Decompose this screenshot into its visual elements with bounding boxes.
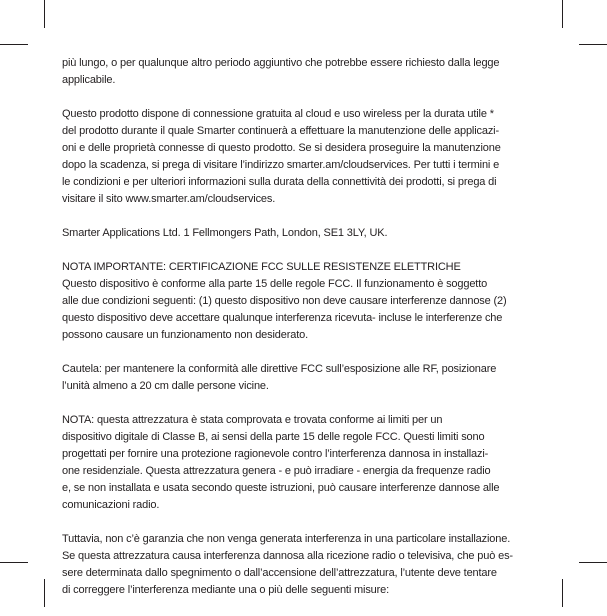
- text-line: one residenziale. Questa attrezzatura genera - e può irradiare - energia da frequenze radio: [62, 465, 491, 477]
- text-line: Questo dispositivo è conforme alla parte 15 delle regole FCC. Il funzionamento è soggetto: [62, 278, 488, 290]
- text-line: del prodotto durante il quale Smarter continuerà a effettuare la manutenzione delle applicazi-: [62, 125, 499, 137]
- text-line: possono causare un funzionamento non desiderato.: [62, 329, 308, 341]
- crop-mark-bottom-left-vertical: [44, 579, 45, 607]
- text-line: questo dispositivo deve accettare qualunque interferenza ricevuta- incluse le interferenze che: [62, 312, 503, 324]
- text-line: più lungo, o per qualunque altro periodo aggiuntivo che potrebbe essere richiesto dalla legge: [62, 57, 500, 69]
- text-line: sere determinata dallo spegnimento o dall’accensione dell’attrezzatura, l’utente deve tentare: [62, 567, 497, 579]
- crop-mark-top-left-horizontal: [0, 44, 28, 45]
- crop-mark-top-right-horizontal: [579, 44, 607, 45]
- text-line: visitare il sito www.smarter.am/cloudservices.: [62, 193, 276, 205]
- text-line: dopo la scadenza, si prega di visitare l’indirizzo smarter.am/cloudservices. Per tutti i termini e: [62, 159, 500, 171]
- text-line: Se questa attrezzatura causa interferenza dannosa alla ricezione radio o televisiva, che può es-: [62, 550, 513, 562]
- text-line: l’unità almeno a 20 cm dalle persone vicine.: [62, 380, 269, 392]
- paragraph-interference-measures: [62, 531, 551, 599]
- paragraph-company-address: [62, 225, 551, 242]
- text-line: applicabile.: [62, 74, 116, 86]
- paragraph-cloud-services: [62, 106, 551, 208]
- paragraph-warranty-continuation: [62, 55, 551, 89]
- text-line: le condizioni e per ulteriori informazioni sulla durata della connettività dei prodotti, si prega di: [62, 176, 497, 188]
- crop-mark-bottom-left-horizontal: [0, 562, 28, 563]
- text-line: Tuttavia, non c’è garanzia che non venga generata interferenza in una particolare installazione.: [62, 533, 511, 545]
- crop-mark-top-left-vertical: [44, 0, 45, 28]
- text-line: Questo prodotto dispone di connessione gratuita al cloud e uso wireless per la durata utile *: [62, 108, 494, 120]
- text-line: NOTA IMPORTANTE: CERTIFICAZIONE FCC SULLE RESISTENZE ELETTRICHE: [62, 261, 461, 273]
- text-line: progettati per fornire una protezione ragionevole contro l’interferenza dannosa in installazi-: [62, 448, 489, 460]
- crop-mark-top-right-vertical: [562, 0, 563, 28]
- text-line: NOTA: questa attrezzatura è stata comprovata e trovata conforme ai limiti per un: [62, 414, 443, 426]
- text-line: di correggere l’interferenza mediante una o più delle seguenti misure:: [62, 584, 390, 596]
- crop-mark-bottom-right-horizontal: [579, 562, 607, 563]
- paragraph-class-b-note: [62, 412, 551, 514]
- text-line: comunicazioni radio.: [62, 499, 160, 511]
- text-line: oni e delle proprietà connesse di questo prodotto. Se si desidera proseguire la manutenzione: [62, 142, 501, 154]
- text-line: Cautela: per mantenere la conformità alle direttive FCC sull’esposizione alle RF, posizionare: [62, 363, 497, 375]
- paragraph-rf-exposure-caution: [62, 361, 551, 395]
- text-line: dispositivo digitale di Classe B, ai sensi della parte 15 delle regole FCC. Questi limiti sono: [62, 431, 485, 443]
- text-line: e, se non installata e usata secondo queste istruzioni, può causare interferenze dannose alle: [62, 482, 500, 494]
- crop-mark-bottom-right-vertical: [562, 579, 563, 607]
- text-line: Smarter Applications Ltd. 1 Fellmongers Path, London, SE1 3LY, UK.: [62, 227, 388, 239]
- document-text-body: [62, 55, 551, 616]
- paragraph-fcc-certification: [62, 259, 551, 344]
- text-line: alle due condizioni seguenti: (1) questo dispositivo non deve causare interferenze dannose (2): [62, 295, 507, 307]
